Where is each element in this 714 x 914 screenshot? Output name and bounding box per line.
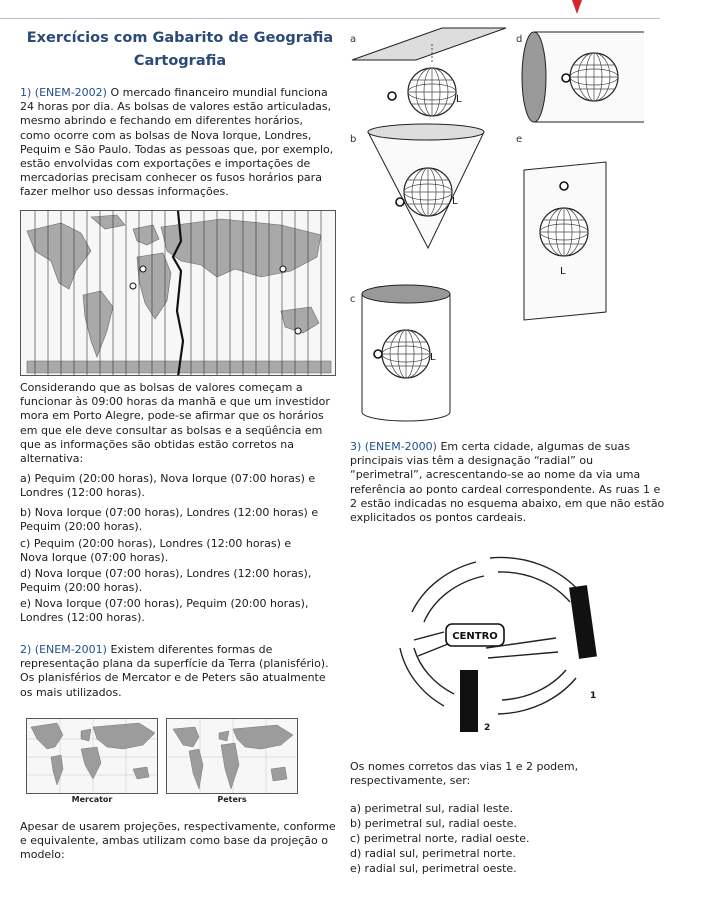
q2-statement-block (20, 643, 336, 700)
peters-map-figure (167, 719, 298, 794)
q3-question: Os nomes corretos das vias 1 e 2 podem, respectivamente, ser: (350, 760, 579, 788)
q3-option-d: d) radial sul, perimetral norte. (350, 847, 516, 860)
q3-statement: Em certa cidade, algumas de suas principais vias têm a designação “radial” ou “perimetral”, acrescentando-se ao nome da via uma referência ao ponto cardeal correspondente. As ruas 1 e 2 estão indicadas no esquema abaixo, em que não estão explicitados os pontos cardeais. (350, 440, 665, 525)
projection-label-c: c (350, 294, 356, 305)
projection-label-d: d (516, 34, 523, 45)
q2-question: Apesar de usarem projeções, respectivamente, conforme e equivalente, ambas utilizam como base da projeção o modelo: (20, 820, 336, 862)
q1-option-c: c) Pequim (20:00 horas), Londres (12:00 horas) e Nova Iorque (07:00 horas). (20, 537, 292, 564)
projection-a-origin-mark (388, 92, 396, 100)
bookmark-marker (572, 0, 582, 14)
q1-question: Considerando que as bolsas de valores começam a funcionar às 09:00 horas da manhã e que um investidor mora em Porto Alegre, pode-se afirmar que os horários em que ele deve consultar as bolsas e a seqüência em que as informações são obtidas estão corretos na alternativa: (20, 381, 330, 466)
projection-label-e: e (516, 134, 523, 145)
q1-statement-block (20, 86, 336, 200)
mercator-map (26, 718, 158, 794)
projection-label-b: b (350, 134, 357, 145)
peters-map (166, 718, 298, 794)
q2-number: 2) (ENEM-2001) (20, 643, 107, 656)
projection-c-l-label: L (430, 352, 436, 363)
page-subtitle: Cartografia (133, 53, 227, 69)
q1-option-a: a) Pequim (20:00 horas), Nova Iorque (07:00 horas) e Londres (12:00 horas). (20, 472, 316, 499)
timezone-map (20, 210, 336, 376)
q3-number: 3) (ENEM-2000) (350, 440, 437, 453)
page-title: Exercícios com Gabarito de Geografia (26, 30, 334, 46)
q1-number: 1) (ENEM-2002) (20, 86, 107, 99)
mercator-caption: Mercator (71, 795, 113, 804)
projection-e-l-label: L (560, 266, 566, 277)
timezone-map-figure (21, 211, 336, 376)
header-rule (0, 18, 660, 19)
q3-option-c: c) perimetral norte, radial oeste. (350, 832, 530, 845)
street-1-label: 1 (590, 691, 597, 701)
q3-option-e: e) radial sul, perimetral oeste. (350, 862, 517, 875)
peters-caption: Peters (217, 795, 247, 804)
q2-statement: Existem diferentes formas de representação plana da superfície da Terra (planisfério). Os planisférios de Mercator e de Peters são atualmente os mais utilizados. (20, 643, 329, 699)
projection-models-figure (344, 20, 660, 430)
mercator-map-figure (27, 719, 158, 794)
projection-a-l-label: L (456, 94, 462, 105)
q1-option-d: d) Nova Iorque (07:00 horas), Londres (12:00 horas), Pequim (20:00 horas). (20, 567, 312, 594)
centro-label: CENTRO (452, 631, 498, 642)
q1-option-b: b) Nova Iorque (07:00 horas), Londres (12:00 horas) e Pequim (20:00 horas). (20, 506, 319, 533)
q3-option-b: b) perimetral sul, radial oeste. (350, 817, 517, 830)
projection-label-a: a (350, 34, 357, 45)
q1-option-e: e) Nova Iorque (07:00 horas), Pequim (20:00 horas), Londres (12:00 horas). (20, 597, 309, 624)
q3-statement-block (350, 440, 666, 525)
q1-statement: O mercado financeiro mundial funciona 24 horas por dia. As bolsas de valores estão articuladas, mesmo abrindo e fechando em diferentes horários, como ocorre com as bolsas de Nova Iorque, Londres, Pequim e São Paulo. Todas as pessoas que, por exemplo, estão envolvidas com exportações e importações de mercadorias precisam conhecer os fusos horários para fazer melhor uso dessas informações. (20, 86, 334, 199)
street-2-label: 2 (484, 723, 491, 733)
street-diagram (380, 548, 640, 748)
q3-option-a: a) perimetral sul, radial leste. (350, 802, 513, 815)
projection-b-l-label: L (452, 196, 458, 207)
